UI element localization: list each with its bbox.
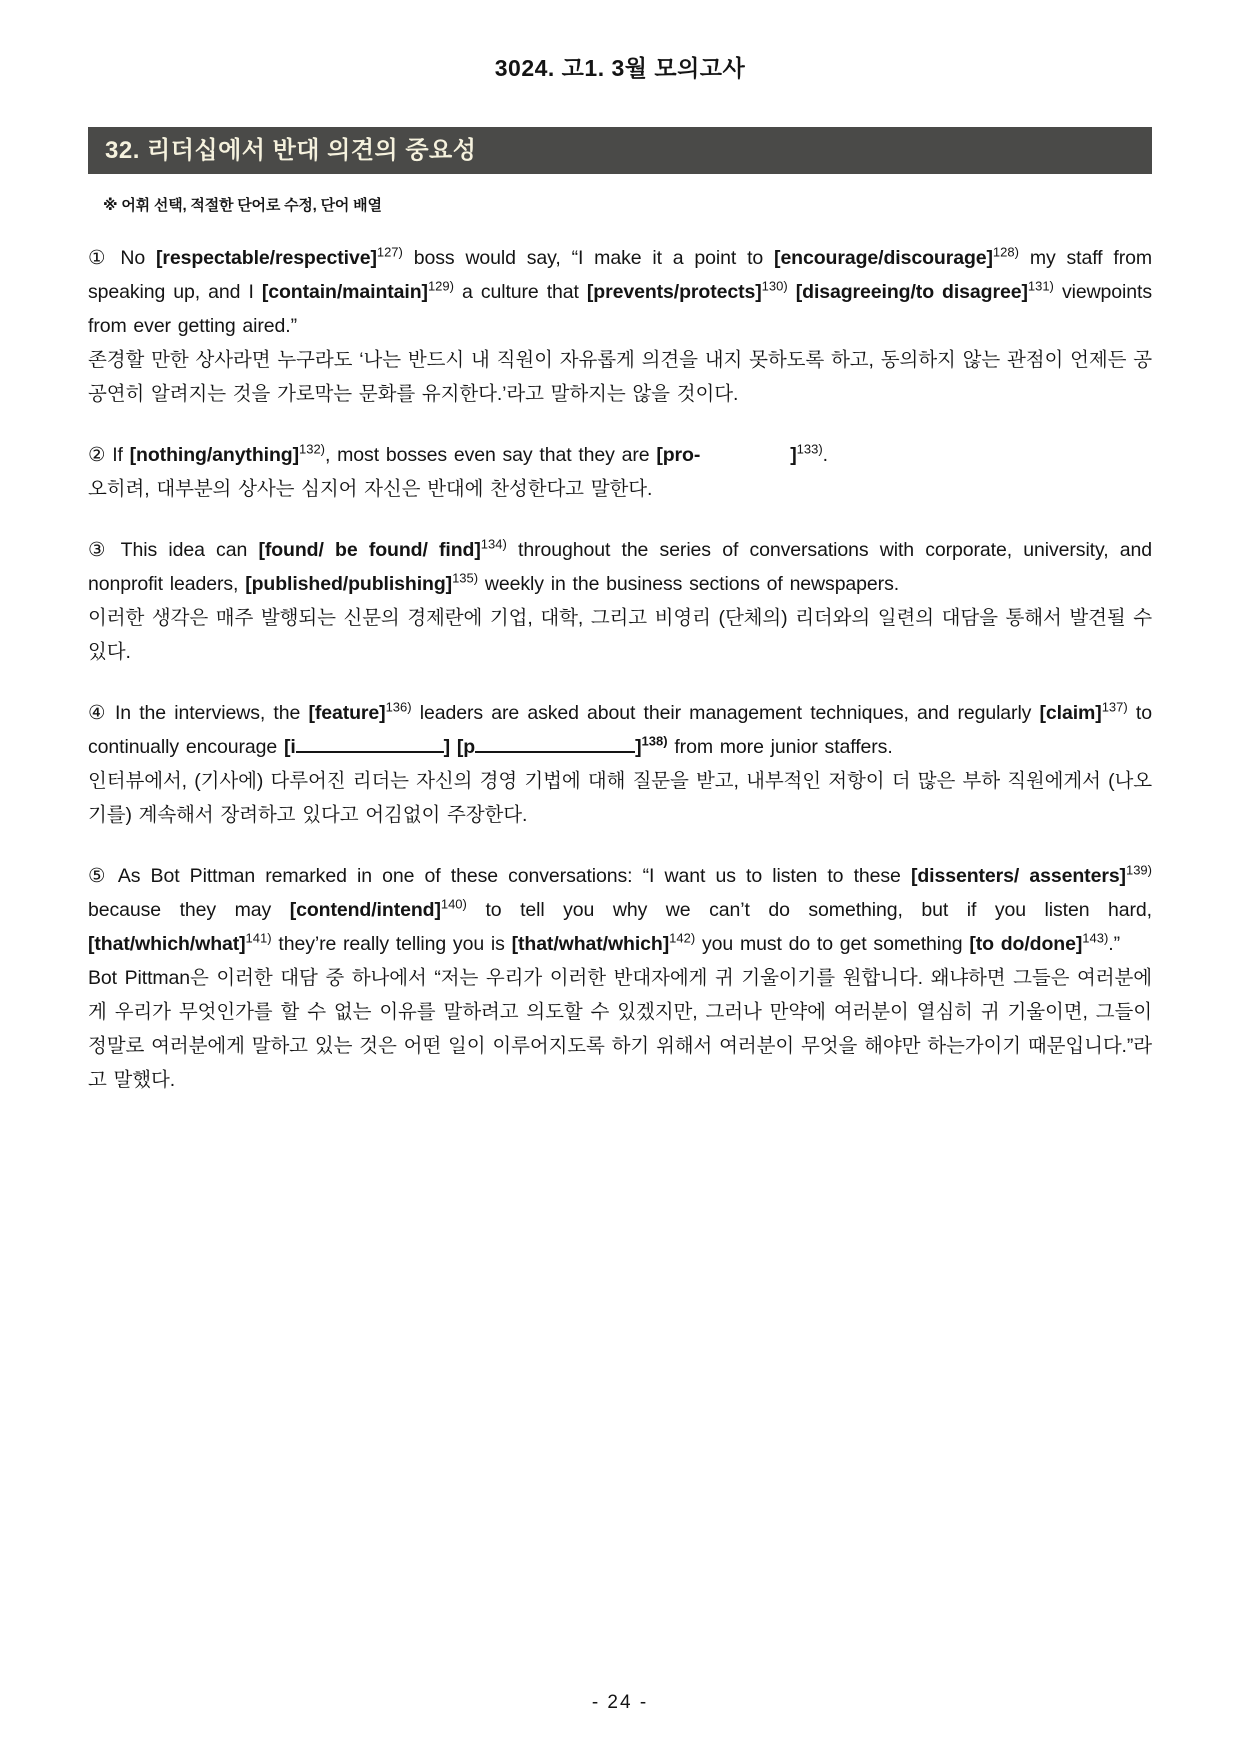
footnote-ref: 136) [385,699,412,715]
footnote-ref: 143) [1082,930,1109,946]
footnote-ref: 128) [992,244,1019,260]
word-choice-token: ] [443,736,451,758]
text-run [450,736,457,758]
word-choice-token: [encourage/discourage] [774,247,993,269]
text-run: you must do to get something [695,933,970,955]
text-run: my staff from speaking up, and I [88,247,1152,303]
answer-blank-space [700,457,790,461]
answer-blank-underline [296,747,444,753]
footnote-ref: 133) [796,441,823,457]
english-sentence [88,241,1152,343]
word-choice-token: [contain/maintain] [261,281,428,303]
passage-block [88,241,1152,411]
text-run [788,281,796,303]
text-run: they’re really telling you is [271,933,512,955]
text-run: .” [1108,933,1121,955]
english-sentence [88,859,1152,961]
footnote-ref: 134) [480,536,507,552]
word-choice-token: [pro- [656,444,701,466]
passage-block [88,696,1152,832]
word-choice-token: [p [456,736,476,758]
footnote-ref: 140) [440,896,467,912]
word-choice-token: [prevents/protects] [586,281,762,303]
english-sentence [88,533,1152,601]
text-run: ② If [88,444,130,466]
text-run: ③ This idea can [88,539,259,561]
text-run: leaders are asked about their management techniques, and regularly [411,702,1040,724]
word-choice-token: [claim] [1039,702,1102,724]
section-banner-title: 32. 리더십에서 반대 의견의 중요성 [105,137,477,164]
text-run: ④ In the interviews, the [88,702,309,724]
text-run: to continually encourage [88,702,1152,758]
text-run: ① No [88,247,156,269]
word-choice-token: ] [790,444,797,466]
passage-block [88,533,1152,669]
footnote-ref: 131) [1027,278,1054,294]
word-choice-token: [respectable/respective] [155,247,377,269]
word-choice-token: [that/what/which] [511,933,670,955]
text-run: because they may [88,899,290,921]
text-run: . [822,444,828,466]
word-choice-token: [nothing/anything] [129,444,299,466]
text-run: a culture that [453,281,587,303]
korean-translation: Bot Pittman은 이러한 대담 중 하나에서 “저는 우리가 이러한 반대자에게 귀 기울이기를 원합니다. 왜냐하면 그들은 여러분에게 우리가 무엇인가를 할 수 없는 이유를 말하려고 의도할 수 있겠지만, 그러나 만약에 여러분이 열심히 귀 기울이면, 그들이 정말로 여러분에게 말하고 있는 것은 어떤 일이 이루어지도록 하기 위해서 여러분이 무엇을 해야만 하는가이기 때문입니다.”라고 말했다. [88,967,1152,1091]
footnote-ref: 135) [452,570,479,586]
passage-block [88,438,1152,506]
page-number: - 24 - [591,1692,649,1713]
footnote-ref: 132) [298,441,326,457]
word-choice-token: [to do/done] [969,933,1083,955]
page-header-title: 3024. 고1. 3월 모의고사 [494,55,746,81]
word-choice-token: [that/which/what] [88,933,246,955]
korean-translation: 존경할 만한 상사라면 누구라도 ‘나는 반드시 내 직원이 자유롭게 의견을 내지 못하도록 하고, 동의하지 않는 관점이 언제든 공공연히 알려지는 것을 가로막는 문화를 유지한다.’라고 말하지는 않을 것이다. [88,349,1152,405]
word-choice-token: [i [283,736,296,758]
text-run: boss would say, “I make it a point to [402,247,775,269]
instruction-note: ※ 어휘 선택, 적절한 단어로 수정, 단어 배열 [103,197,382,214]
word-choice-token: [contend/intend] [289,899,441,921]
english-sentence [88,696,1152,764]
text-run: , most bosses even say that they are [325,444,657,466]
korean-translation: 오히려, 대부분의 상사는 심지어 자신은 반대에 찬성한다고 말한다. [88,478,653,500]
passage-block [88,859,1152,1097]
english-sentence [88,438,1152,472]
word-choice-token: [dissenters/ assenters] [910,865,1126,887]
footnote-ref: 130) [761,278,788,294]
korean-translation: 이러한 생각은 매주 발행되는 신문의 경제란에 기업, 대학, 그리고 비영리 (단체의) 리더와의 일련의 대담을 통해서 발견될 수 있다. [88,607,1152,663]
footnote-ref: 142) [669,930,696,946]
footnote-ref: 137) [1101,699,1128,715]
section-banner [88,127,1152,174]
text-run: throughout the series of conversations with corporate, university, and nonprofit leaders, [88,539,1152,595]
korean-translation: 인터뷰에서, (기사에) 다루어진 리더는 자신의 경영 기법에 대해 질문을 받고, 내부적인 저항이 더 많은 부하 직원에게서 (나오기를) 계속해서 장려하고 있다고 어김없이 주장한다. [88,770,1152,826]
footnote-ref: 138) [641,733,668,749]
text-run: viewpoints from ever getting aired.” [88,281,1152,337]
text-run: ⑤ As Bot Pittman remarked in one of these conversations: “I want us to listen to these [88,865,911,887]
footnote-ref: 129) [427,278,454,294]
text-run: to tell you why we can’t do something, but if you listen hard, [466,899,1152,921]
text-run: from more junior staffers. [667,736,893,758]
footnote-ref: 139) [1125,862,1152,878]
word-choice-token: [published/publishing] [245,573,453,595]
word-choice-token: [feature] [308,702,386,724]
text-run: weekly in the business sections of newspapers. [478,573,900,595]
passages [88,241,1152,1097]
word-choice-token: [disagreeing/to disagree] [795,281,1028,303]
footnote-ref: 127) [376,244,403,260]
footnote-ref: 141) [245,930,272,946]
answer-blank-underline [475,747,635,753]
word-choice-token: ] [635,736,642,758]
word-choice-token: [found/ be found/ find] [258,539,481,561]
